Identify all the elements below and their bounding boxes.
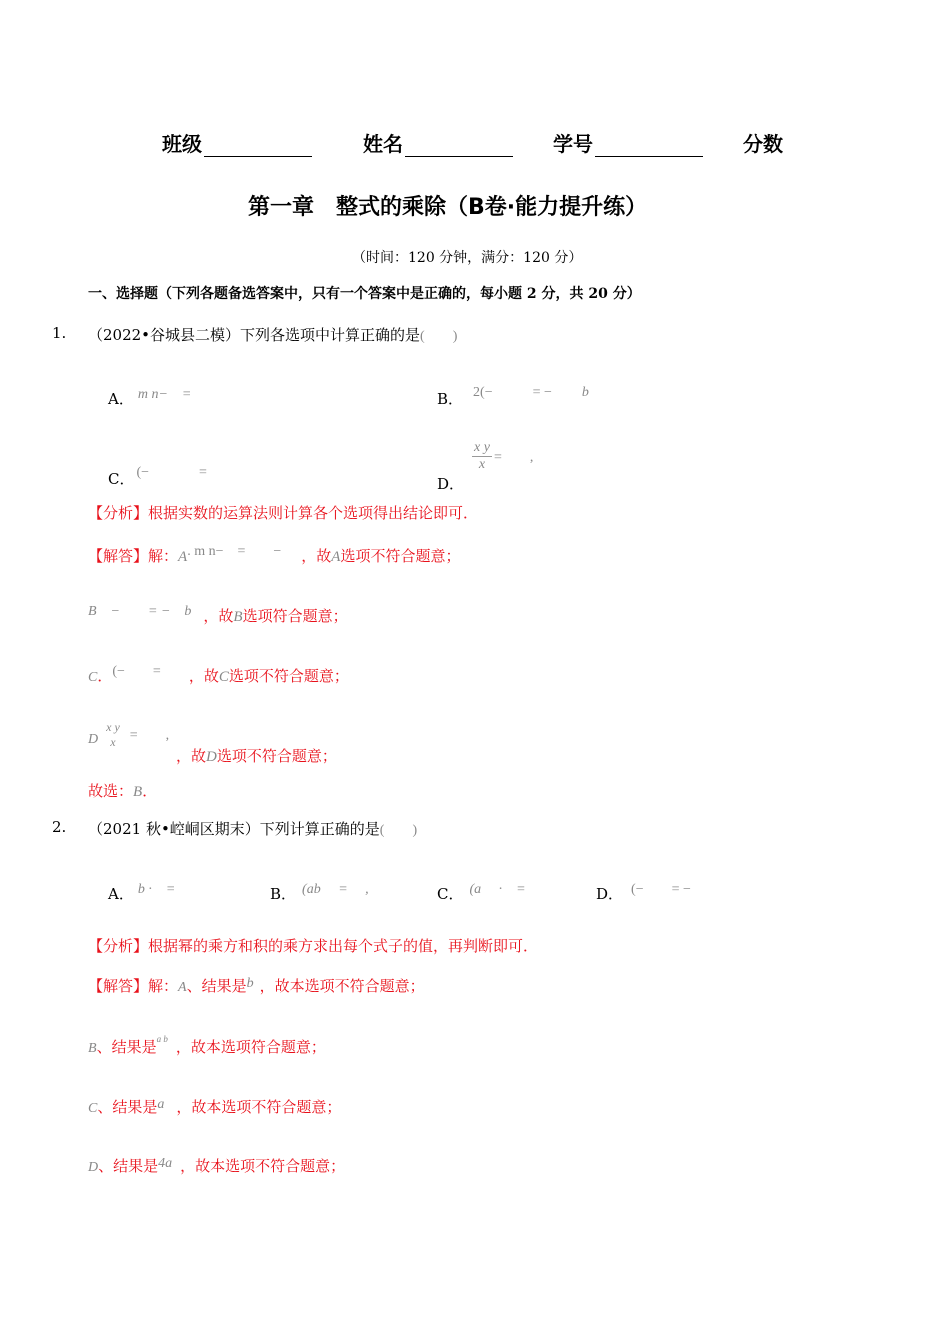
- q2-a3-val: a: [157, 1097, 165, 1112]
- q1-answer-line-1: [88, 545, 460, 566]
- q1-paren: ( ): [420, 329, 458, 344]
- q2-a1-end: ，故本选项不符合题意；: [259, 977, 425, 995]
- q1-a-label: A．: [108, 390, 134, 408]
- q1-a1-math2: A: [331, 549, 341, 565]
- q1-answer-line-3: [88, 665, 349, 686]
- q2-a2-math: B: [88, 1041, 97, 1056]
- q1-b-label: B．: [437, 390, 464, 408]
- q1-b-expr1: 2(−: [473, 385, 493, 400]
- class-blank[interactable]: [204, 138, 312, 157]
- q1-option-a[interactable]: [108, 388, 191, 409]
- q1-a3-dot: ．: [97, 667, 113, 685]
- class-label: 班级: [162, 132, 202, 156]
- page-subtitle: （时间：120 分钟，满分：120 分）: [352, 250, 583, 266]
- score-label: 分数: [743, 132, 783, 156]
- q1-d-den: x: [478, 457, 486, 472]
- q1-option-b[interactable]: [437, 385, 589, 409]
- q1-a4-post1: ，故: [176, 747, 207, 765]
- q1-answer-line-2: [88, 605, 348, 626]
- q2-a3-end: ，故本选项不符合题意；: [176, 1098, 342, 1116]
- id-blank[interactable]: [595, 138, 703, 157]
- q2-option-c[interactable]: [437, 883, 526, 904]
- q1-a2-math: B: [233, 609, 243, 625]
- q1-number: 1.: [52, 324, 67, 342]
- q1-option-c[interactable]: [108, 465, 207, 489]
- q1-a1-math: A: [178, 549, 188, 565]
- q1-a5-math: B: [133, 784, 143, 800]
- q2-a-expr: b · =: [137, 882, 176, 897]
- q1-a4-expr: = ,: [129, 728, 170, 743]
- q1-answer-line-4-tail: [176, 745, 337, 766]
- q2-answer-line-4: [88, 1155, 345, 1176]
- name-field[interactable]: [363, 128, 513, 157]
- q1-stem-text: （2022•谷城县二模）下列各选项中计算正确的是: [88, 326, 421, 344]
- q1-answer-pre: 解：: [148, 547, 179, 565]
- q2-a-label: A．: [108, 885, 134, 903]
- q2-stem: [88, 818, 417, 839]
- q1-d-expr: = ,: [493, 449, 534, 465]
- q1-a5-pre: 故选：: [88, 782, 134, 800]
- q2-a1-val: b: [246, 976, 254, 991]
- q1-a2-expr: B − = − b: [88, 604, 192, 619]
- q1-stem: [88, 324, 457, 345]
- q1-a5-post: ．: [142, 782, 158, 800]
- q2-c-label: C．: [437, 885, 464, 903]
- q1-a3-math: C: [88, 670, 98, 685]
- q1-a3-post1: ，故: [188, 667, 219, 685]
- q1-a3-post2: 选项不符合题意；: [228, 667, 349, 685]
- q2-answer-line-3: [88, 1096, 341, 1117]
- name-label: 姓名: [363, 132, 403, 156]
- q2-a1-math: A: [178, 980, 187, 995]
- q1-d-fraction: [472, 440, 492, 473]
- q2-a4-val: 4a: [158, 1156, 173, 1171]
- page-title: 第一章 整式的乘除（B卷·能力提升练）: [248, 195, 648, 220]
- q1-analysis-text: 根据实数的运算法则计算各个选项得出结论即可．: [148, 504, 479, 522]
- q1-a4-math: D: [88, 732, 99, 747]
- q2-a1-pre: 解：: [148, 977, 179, 995]
- q2-a2-val: a b: [156, 1034, 168, 1044]
- class-field[interactable]: [162, 128, 312, 157]
- q2-c-expr: (a · =: [469, 882, 526, 897]
- q1-a4-math2: D: [206, 749, 217, 765]
- q2-analysis: [88, 935, 538, 956]
- q2-answer-line-1: [88, 975, 425, 996]
- q2-paren: ( ): [379, 823, 418, 838]
- q2-a4-post: 、结果是: [98, 1157, 159, 1175]
- q1-a4-num: x y: [106, 720, 120, 734]
- q2-analysis-text: 根据幂的乘方和积的乘方求出每个式子的值，再判断即可．: [148, 937, 539, 955]
- q1-a4-den: x: [110, 735, 116, 749]
- q1-a-expr: m n− =: [137, 387, 192, 402]
- q1-a2-post2: 选项符合题意；: [242, 607, 348, 625]
- id-field[interactable]: [553, 128, 703, 157]
- section-heading: 一、选择题（下列各题备选答案中，只有一个答案中是正确的，每小题 2 分，共 20 分）: [88, 286, 641, 302]
- q1-a4-post2: 选项不符合题意；: [216, 747, 337, 765]
- q1-c-expr2: =: [199, 465, 207, 480]
- q1-d-num: x y: [474, 440, 490, 455]
- q1-a3-expr: (− =: [112, 664, 161, 679]
- q1-a1-expr: . m n− = −: [187, 544, 282, 559]
- id-label: 学号: [553, 132, 593, 156]
- q1-analysis-tag: 【分析】: [88, 504, 149, 522]
- q1-b-expr2: = −: [532, 385, 552, 400]
- q2-b-expr: (ab = ,: [302, 882, 369, 897]
- q1-a1-post1: ，故: [301, 547, 332, 565]
- q1-a2-post1: ，故: [203, 607, 234, 625]
- q2-a1-post: 、结果是: [186, 977, 247, 995]
- q1-d-label: D．: [437, 474, 465, 493]
- q2-a4-end: ，故本选项不符合题意；: [180, 1157, 346, 1175]
- q2-a2-post: 、结果是: [96, 1038, 157, 1056]
- q2-stem-text: （2021 秋•崆峒区期末）下列计算正确的是: [88, 820, 380, 838]
- q1-b-expr3: b: [581, 385, 589, 400]
- q2-a4-math: D: [88, 1160, 99, 1175]
- q1-option-d[interactable]: [437, 440, 534, 493]
- q1-a4-fraction: [104, 720, 122, 750]
- q2-option-d[interactable]: [596, 883, 691, 904]
- q2-answer-tag: 【解答】: [88, 977, 149, 995]
- q2-number: 2.: [52, 818, 67, 836]
- q2-a2-end: ，故本选项符合题意；: [175, 1038, 326, 1056]
- q2-b-label: B．: [270, 885, 297, 903]
- name-blank[interactable]: [405, 138, 513, 157]
- q2-analysis-tag: 【分析】: [88, 937, 149, 955]
- q2-a3-post: 、结果是: [97, 1098, 158, 1116]
- q1-a3-math2: C: [218, 669, 229, 685]
- q2-d-expr: (− = −: [631, 882, 691, 897]
- q1-a1-post2: 选项不符合题意；: [340, 547, 461, 565]
- q1-answer-line-5: [88, 780, 157, 801]
- q2-answer-line-2: [88, 1036, 326, 1057]
- q2-a3-math: C: [88, 1101, 98, 1116]
- q2-option-a[interactable]: [108, 883, 175, 904]
- q1-answer-tag: 【解答】: [88, 547, 149, 565]
- q1-analysis: [88, 502, 478, 523]
- q1-answer-line-4: [88, 720, 169, 750]
- q1-c-label: C．: [108, 470, 135, 488]
- q2-d-label: D．: [596, 885, 624, 903]
- q2-option-b[interactable]: [270, 883, 369, 904]
- q1-c-expr1: (−: [136, 465, 150, 480]
